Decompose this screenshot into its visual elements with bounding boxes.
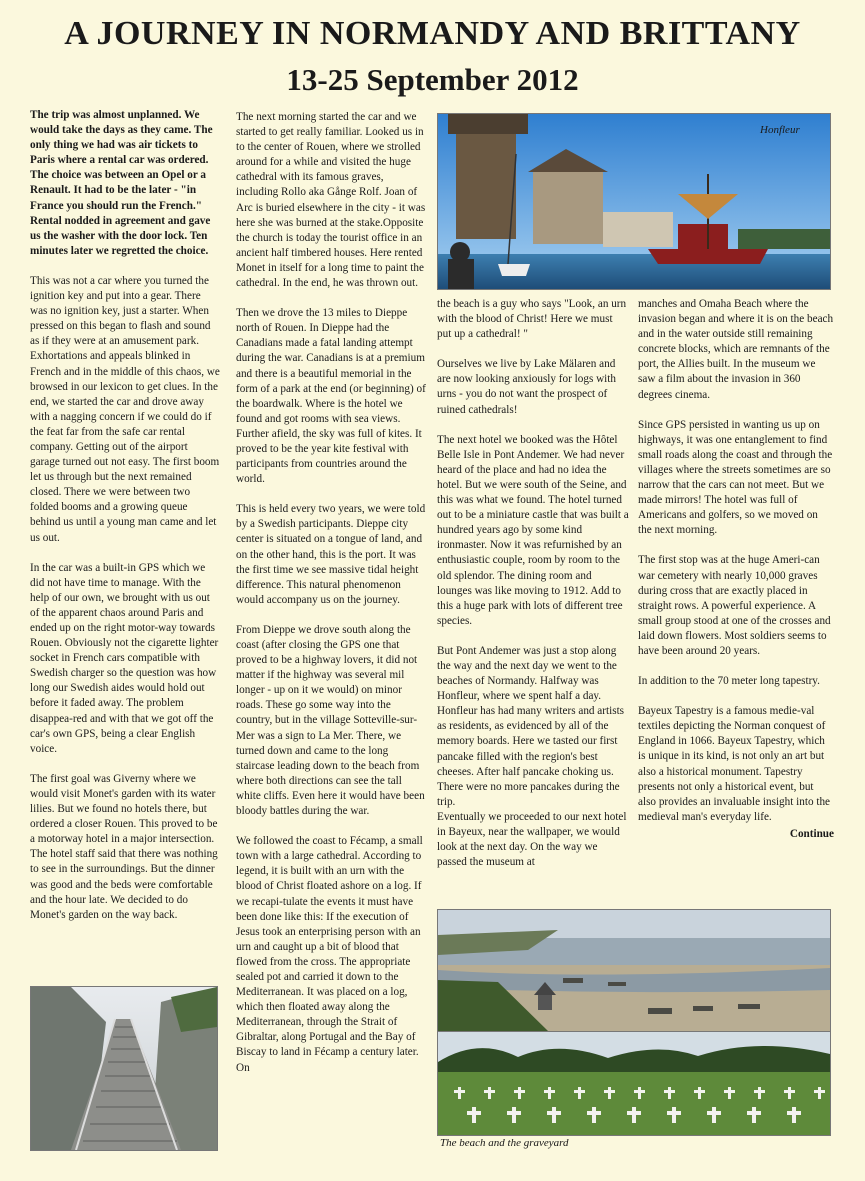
- paragraph: Ourselves we live by Lake Mälaren and are now looking anxiously for logs with urns - you do not want the prospect of ruined cathedrals!: [437, 358, 616, 416]
- paragraph: Bayeux Tapestry is a famous medie-val textiles depicting the Norman conquest of England in 1066. Bayeux Tapestry, which is unique in its kind, is not only an art but also a historical monument. Tapestry presents not only a historical event, but also provides an invaluable insight into the medieval man's everyday life.: [638, 705, 831, 823]
- paragraph: In the car was a built-in GPS which we did not have time to manage. With the help of our own, we brought with us out of the apparent chaos around Paris and ended up on the right motor-way towards Rouen. Obviously not the cigarette lighter socket in French cars compatible with Swedish charger so the question was how long our Swedish aides would hold out before it faded away. The problem disappea-red and with that we got off the car's own GPS, being a clear English voice.: [30, 561, 219, 755]
- text-column-2: [236, 110, 426, 1091]
- paragraph: manches and Omaha Beach where the invasion began and where it is on the beach and in the water outside still remaining concrete blocks, which are remnants of the port, the Allies built. In the museum we saw a film about the invasion in 360 degrees cinema.: [638, 298, 834, 401]
- paragraph: Eventually we proceeded to our next hotel in Bayeux, near the wallpaper, we would look at the next day. On the way we passed the museum at: [437, 810, 627, 869]
- paragraph: This was not a car where you turned the ignition key and put into a gear. There was no ignition key, just a starter. When pressed on this began to flash and sound as if they were at an amusement park. Exhortations and appeals blinked in French and in the middle of this chaos, we browsed in our lexicon to get clues. In the end, we started the car and drove away with a nagging concern if we could do if the feat far from the safe car rental company. Getting out of the airport garage turned out not easy. The first boom let us through but the next remained closed. There we were between two folded booms and a growing queue behind us until a young man came and let us out.: [30, 274, 220, 544]
- honfleur-caption: Honfleur: [760, 124, 800, 136]
- paragraph: The first stop was at the huge Ameri-can war cemetery with nearly 10,000 graves during cross that are exactly placed in straight rows. A powerful experience. A small group stood at one of the crosses and laid down flowers. Most soldiers seems to have been around 20 years.: [638, 554, 831, 657]
- paragraph: The next morning started the car and we started to get really familiar. Looked us in to the center of Rouen, where we strolled around for a while and visited the huge cathedral with its famous graves, including Rollo aka Gånge Rolf. Joan of Arc is buried elsewhere in the city - it was here she was burned at the stake.Opposite the church is today the tourist office in an ancient half timbered houses. Here rented Monet in itself for a long time to paint the cathedral. In the end, he was thrown out.: [236, 111, 426, 290]
- paragraph: Since GPS persisted in wanting us up on highways, it was one entanglement to find small roads along the coast and through the villages where the streets sometimes are so narrow that the cars can not meet. But we made mirrors! The hotel was full of Americans and golfers, so we moved on the next morning.: [638, 418, 833, 537]
- text-column-4: [638, 297, 834, 857]
- text-column-1: [30, 108, 220, 938]
- beach-photo: [437, 909, 831, 1032]
- page-title: A JOURNEY IN NORMANDY AND BRITTANY: [64, 15, 801, 52]
- paragraph: In addition to the 70 meter long tapestry.: [638, 675, 820, 688]
- paragraph: the beach is a guy who says "Look, an urn with the blood of Christ! Here we must put up a cathedral! ": [437, 298, 627, 341]
- honfleur-photo: [437, 113, 831, 290]
- beach-graveyard-caption: The beach and the graveyard: [440, 1137, 569, 1149]
- paragraph: But Pont Andemer was just a stop along the way and the next day we went to the beaches of Normandy. Halfway was Honfleur, where we spent half a day. Honfleur has had many writers and artists as residents, as evidenced by all of the memory boards. Here we tasted our first pancake filled with the region's best cheeses. After half pancake choking us. There were no more pancakes during the trip.: [437, 644, 625, 808]
- paragraph: Then we drove the 13 miles to Dieppe north of Rouen. In Dieppe had the Canadians made a fatal landing attempt during the war. Canadians is at a premium and there is a beautiful memorial in the form of a park at the end (or beginning) of the boardwalk. Where is the hotel we found and got rooms with sea views. Further afield, the sky was full of kites. It proved to be the year kite festival with participants from countries around the world.: [236, 307, 426, 486]
- paragraph: The first goal was Giverny where we would visit Monet's garden with its water lilies. But we found no hotels there, but ordered a closer Rouen. This proved to be a motorway hotel in a major intersection. The hotel staff said that there was nothing to see in the surroundings. But the dinner was good and the beds were comfortable and the hour late. We decided to do Monet's garden on the way back.: [30, 772, 218, 921]
- staircase-photo: [30, 986, 218, 1151]
- paragraph: This is held every two years, we were told by a Swedish participants. Dieppe city center is situated on a tongue of land, and on the other hand, this is the port. It was the first time we see massive tidal height difference. This natural phenomenon would accompany us on the journey.: [236, 503, 426, 606]
- intro-paragraph: The trip was almost unplanned. We would take the days as they came. The only thing we had was air tickets to Paris where a rental car was ordered. The choice was between an Opel or a Renault. It had to be the later - "in France you should run the French." Rental nodded in agreement and gave us the washer with the door lock. Ten minutes later we regretted the choice.: [30, 109, 213, 257]
- paragraph: From Dieppe we drove south along the coast (after closing the GPS one that proved to be a highway lovers, it did not matter if the highway was several mil longer - up on it we would) on minor roads. These go some way into the country, but in the village Sotteville-sur-Mer was a sign to La Mer. There, we turned down and came to the long staircase leading down to the beach from where both directions can see the tall white cliffs. Even here it would have been bloody battles during the war.: [236, 623, 425, 818]
- graveyard-photo: [437, 1031, 831, 1136]
- continue-link[interactable]: Continue: [789, 827, 834, 840]
- page-subtitle: 13-25 September 2012: [286, 62, 579, 97]
- paragraph: We followed the coast to Fécamp, a small town with a large cathedral. According to legend, it is built with an urn with the blood of Christ floated ashore on a log. If we recapi-tulate the events it must have been done like this: If the execution of Jesus took an enterprising person with an urn and caught up a bit of blood that flowed from the cross. The appropriate sealed pot and carried it down to the Mediterranean. It was placed on a log, which then floated away along the Mediterranean, through the Strait of Gibraltar, along Portugal and the Bay of Biscay to land in Fécamp a century later. On: [236, 835, 423, 1074]
- paragraph: The next hotel we booked was the Hôtel Belle Isle in Pont Andemer. We had never heard of the place and had no idea the hotel. But we were south of the Seine, and this was what we found. The hotel turned out to be a miniature castle that was built a hundred years ago by some kind ironmaster. Now it was refurnished by an enthusiastic couple, room by room to the old splendor. The dining room and lounges was like moving to 1912. Add to this a huge park with lots of different tree species.: [437, 433, 629, 627]
- text-column-3: [437, 297, 629, 885]
